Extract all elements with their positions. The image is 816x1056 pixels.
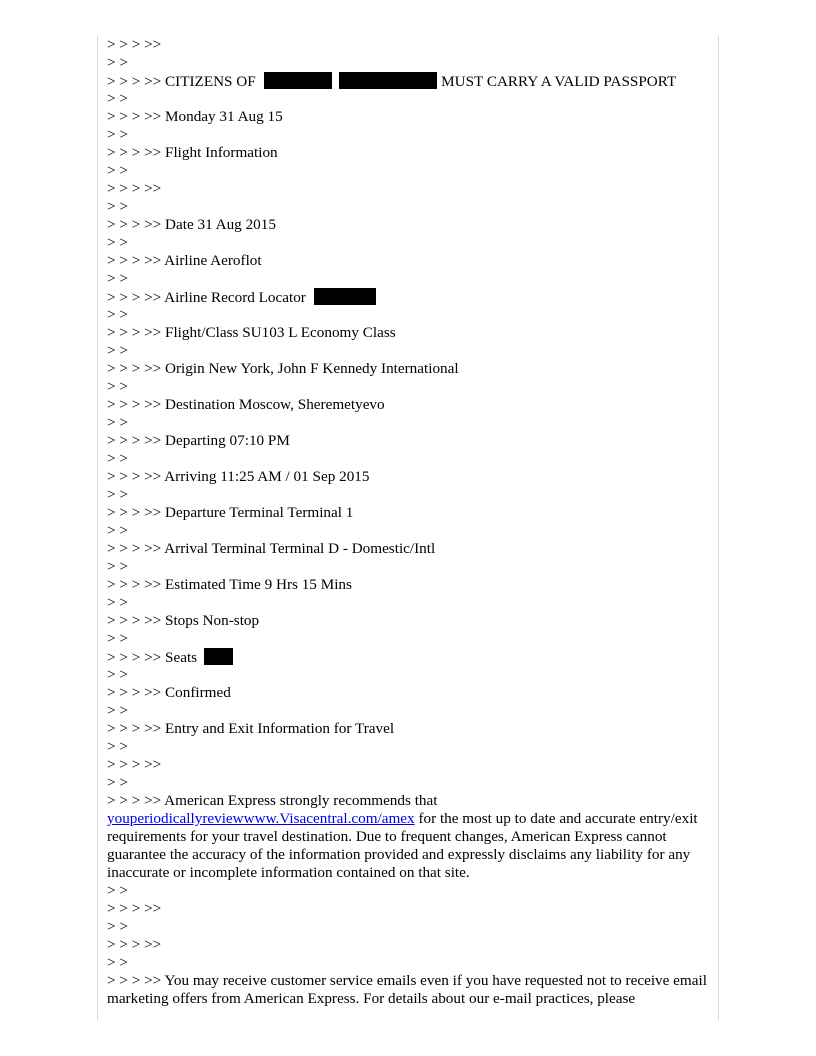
departure-terminal: > > > >> Departure Terminal Terminal 1 [107,504,354,521]
estimated-time: > > > >> Estimated Time 9 Hrs 15 Mins [107,576,352,593]
redaction-block [264,72,332,89]
flight-date: > > > >> Date 31 Aug 2015 [107,216,276,233]
recommendation-lead: > > > >> American Express strongly recommends that [107,792,438,809]
recommendation-paragraph [107,792,707,882]
quote-line: > > > >> [107,936,162,953]
seats-label: > > > >> Seats [107,649,198,666]
airline: > > > >> Airline Aeroflot [107,252,262,269]
confirmed: > > > >> Confirmed [107,684,231,701]
seats-line [107,648,707,666]
quote-line: > > [107,774,128,791]
quote-line: > > [107,126,128,143]
quote-line: > > [107,558,128,575]
quote-line: > > [107,270,128,287]
entry-exit-heading: > > > >> Entry and Exit Information for Travel [107,720,395,737]
quote-line: > > [107,630,128,647]
flight-class: > > > >> Flight/Class SU103 L Economy Class [107,324,396,341]
redaction-block [204,648,233,665]
quote-line: > > [107,198,128,215]
date-heading: > > > >> Monday 31 Aug 15 [107,108,283,125]
arriving: > > > >> Arriving 11:25 AM / 01 Sep 2015 [107,468,370,485]
citizens-suffix: MUST CARRY A VALID PASSPORT [441,73,677,90]
quote-line: > > > >> [107,900,162,917]
email-body [107,36,707,1008]
redaction-block [314,288,376,305]
quote-line: > > [107,594,128,611]
quote-line: > > [107,918,128,935]
stops: > > > >> Stops Non-stop [107,612,260,629]
citizens-prefix: > > > >> CITIZENS OF [107,73,256,90]
arrival-terminal: > > > >> Arrival Terminal Terminal D - Domestic/Intl [107,540,436,557]
citizens-line [107,72,707,90]
quote-line: > > [107,882,128,899]
destination: > > > >> Destination Moscow, Sheremetyevo [107,396,385,413]
recommendation-text: for the most up to date and accurate entry/exit requirements for your travel destination. Due to frequent changes, American Express cannot guarantee the accuracy of the information provided and expressly disclaims any liability for any inaccurate or incomplete information contained on that site. [107,810,698,881]
visacentral-link[interactable]: youperiodicallyreviewwww.Visacentral.com/amex [107,810,415,827]
quote-line: > > [107,954,128,971]
quote-line: > > [107,450,128,467]
quote-line: > > [107,414,128,431]
record-locator-line [107,288,707,306]
quote-line: > > > >> [107,36,162,53]
record-locator-label: > > > >> Airline Record Locator [107,289,306,306]
quote-line: > > [107,90,128,107]
quote-line: > > [107,702,128,719]
quote-line: > > [107,306,128,323]
quote-line: > > [107,486,128,503]
redaction-block [339,72,437,89]
quote-line: > > > >> [107,180,162,197]
quote-line: > > [107,522,128,539]
quote-line: > > [107,378,128,395]
origin: > > > >> Origin New York, John F Kennedy International [107,360,459,377]
service-emails-paragraph: > > > >> You may receive customer service emails even if you have requested not to receive email marketing offers from American Express. For details about our e-mail practices, please [107,972,707,1007]
quote-line: > > [107,738,128,755]
quote-line: > > [107,162,128,179]
quote-line: > > > >> [107,756,162,773]
flight-info-heading: > > > >> Flight Information [107,144,278,161]
quote-line: > > [107,54,128,71]
departing: > > > >> Departing 07:10 PM [107,432,290,449]
quote-line: > > [107,666,128,683]
quote-line: > > [107,234,128,251]
quote-line: > > [107,342,128,359]
